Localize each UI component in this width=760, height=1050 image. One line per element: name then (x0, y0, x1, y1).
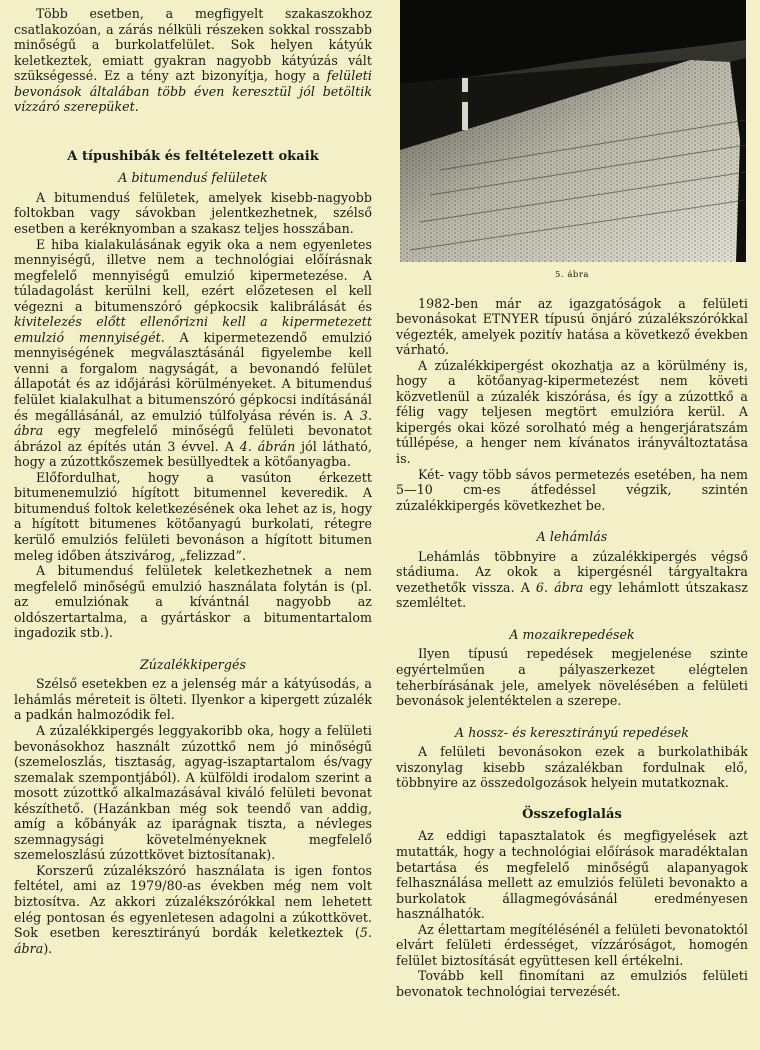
paragraph-bitumen-4: A bitumenduś felületek keletkezhetnek a nem megfelelő minőségű emulzió használata folytán is (pl. az emulziónak a kívántnál nagyobb az oldószertartalma, a gyártáskor a bitumentartalom ingadozik stb.). (14, 563, 372, 641)
right-column (396, 0, 748, 999)
paragraph-summary-3: Tovább kell finomítani az emulziós felületi bevonatok technológiai tervezését. (396, 968, 748, 999)
text-run: jól látható, hogy a zúzottkőszemek besüllyedtek a kötőanyagba. (14, 438, 372, 470)
paragraph-intro (14, 6, 372, 115)
left-column (14, 6, 372, 956)
subheading-bitumen: A bitumenduś felületek (118, 170, 268, 186)
text-run: ). (43, 940, 53, 956)
paragraph-bitumen-3: Előfordulhat, hogy a vasúton érkezett bitumenemulzió hígított bitumennel keveredik. A bitumenduś foltok keletkezésének oka lehet az is, hogy a hígított bitumenes kötőanyagú burkolati, rétegre kerülő emulziós felületi bevonáson a hígított bitumen meleg időben átszivárog, „felizzad”. (14, 469, 372, 563)
text-run: Korszerű zúzalékszóró használata is igen fontos feltétel, ami az 1979/80-as években még nem volt biztosítva. Az akkori zúzalékszórókkal nem lehetett elég pontosan és egyenletesen adagolni a zúkottkövet. Sok esetben keresztirányú bordák keletkeztek ( (14, 862, 372, 941)
subheading-hossz-kereszt: A hossz- és keresztirányú repedések (455, 724, 689, 740)
paragraph-r1: 1982-ben már az igazgatóságok a felületi bevonásokat ETNYER típusú önjáró zúzalékszórókkal végezték, amelyek pozitív hatása a következő években várható. (396, 295, 748, 358)
intro-italic-text: felületi bevonások általában több éven keresztül jól betöltik vízzáró szerepüket. (14, 68, 372, 115)
section-heading-typical-faults: A típushibák és feltételezett okaik (67, 148, 319, 164)
figure-reference: 4. ábrán (239, 438, 296, 454)
intro-text: Több esetben, a megfigyelt szakaszokhoz csatlakozóan, a zárás nélküli részeken sokkal rosszabb minőségű a burkolatfelület. Sok helyen kátyúk keletkeztek, emiatt gyakran nagyobb kátyúzás vált szükségessé. Ez a tény azt bizonyítja, hogy a (14, 6, 372, 84)
italic-run: kivitelezés előtt ellenőrizni kell a kipermetezett emulzió mennyiségét. (14, 314, 372, 345)
figure-reference: 3. ábra (14, 407, 372, 439)
text-run: A kipermetezendő emulzió mennyiségének megválasztásánál figyelembe kell venni a forgalom nagyságát, a bevonandó felület állapotát és az időjárási körülményeket. A bitumenduś felület kialakulhat a bitumenszóró gépkocsi indításánál és megállásánál, az emulzió túlfolyása révén is. A (14, 329, 372, 423)
paragraph-bitumen-1: A bitumenduś felületek, amelyek kisebb-nagyobb foltokban vagy sávokban jelentkezhetnek, szélső esetben a keréknyomban a szakasz teljes hosszában. (14, 189, 372, 237)
paragraph-zuzalek-2: A zúzalékkipergés leggyakoribb oka, hogy a felületi bevonásokhoz használt zúzottkő nem jó minőségű (szemeloszlás, tisztaság, agyag-iszaptartalom és/vagy szemalak szempontjából). A külföldi irodalom szerint a mosott zúzottkő alkalmazásával kiváló felületi bevonat készíthető. (Hazánkban még sok teendő van addig, amíg a kőbányák az iparágnak tiszta, a névleges szemnagysági követelményeknek megfelelő szemeloszlású zúzottkövet biztosítanak). (14, 722, 372, 863)
text-run: Lehámlás többnyire a zúzalékkipergés végső stádiuma. Az okok a kipergésnél tárgyaltakra vezethetők vissza. A (396, 548, 748, 595)
figure-reference: 6. ábra (535, 579, 584, 595)
paragraph-r3: Két- vagy több sávos permetezés esetében, ha nem 5—10 cm-es átfedéssel végzik, szintén zúzalékkipergés következhet be. (396, 466, 748, 513)
section-heading-summary: Összefoglalás (522, 806, 622, 822)
subheading-zuzalekkiperges: Zúzalékkipergés (139, 656, 247, 672)
figure-5-road-photo (400, 0, 746, 262)
subheading-mozaikrepedesek: A mozaikrepedések (509, 626, 635, 642)
text-run: egy lehámlott útszakasz szemléltet. (396, 579, 748, 611)
paragraph-bitumen-2 (14, 237, 372, 470)
subheading-lehamlas: A lehámlás (536, 529, 608, 545)
paragraph-lehamlas (396, 549, 748, 611)
paragraph-hossz: A felületi bevonásokon ezek a burkolathibák viszonylag kisebb százalékban fordulnak elő, többnyire az összedolgozások helyein mutatkoznak. (396, 744, 748, 791)
paragraph-summary-2: Az élettartam megítélésénél a felületi bevonatoktól elvárt felületi érdességet, vízzáróságot, homogén felület biztosítását együttesen kell értékelni. (396, 921, 748, 968)
paragraph-zuzalek-1: Szélső esetekben ez a jelenség már a kátyúsodás, a lehámlás méreteit is ölteti. Ilyenkor a kipergett zúzalék a padkán halmozódik fel. (14, 676, 372, 723)
paragraph-summary-1: Az eddigi tapasztalatok és megfigyelések azt mutatták, hogy a technológiai előírások maradéktalan betartása és megfelelő minőségű alapanyagok felhasználása mellett az emulziós felületi bevonakto a burkolatok állagmegóvásánál eredményesen használhatók. (396, 828, 748, 922)
figure-caption: 5. ábra (555, 270, 589, 280)
road-photo-illustration (400, 0, 746, 262)
paragraph-zuzalek-3 (14, 863, 372, 956)
text-run: E hiba kialakulásának egyik oka a nem egyenletes mennyiségű, illetve nem a technológiai előírásnak megfelelő mennyiségű emulzió kipermetezése. A túladagolást kerülni kell, ezért előzetesen el kell végezni a bitumenszóró gépkocsik kalibrálását és (14, 236, 372, 314)
text-run: egy megfelelő minőségű felületi bevonatot ábrázol az építés után 3 évvel. A (14, 423, 372, 454)
paragraph-r2: A zúzalékkipergést okozhatja az a körülmény is, hogy a kötőanyag-kipermetezést nem követi közvetlenül a zúzalék kiszórása, és így a zúzottkő a félig vagy teljesen megtört emulzióra kerül. A kipergés okai közé sorolható még a hengerjáratszám túllépése, a henger nem kívánatos irányváltoztatása is. (396, 357, 748, 467)
paragraph-mozaik: Ilyen típusú repedések megjelenése szinte egyértelműen a pályaszerkezet elégtelen teherbírásának jele, amelyek növelésében a felületi bevonások jelentéktelen a szerepe. (396, 646, 748, 709)
figure-reference: 5. ábra (14, 925, 372, 956)
